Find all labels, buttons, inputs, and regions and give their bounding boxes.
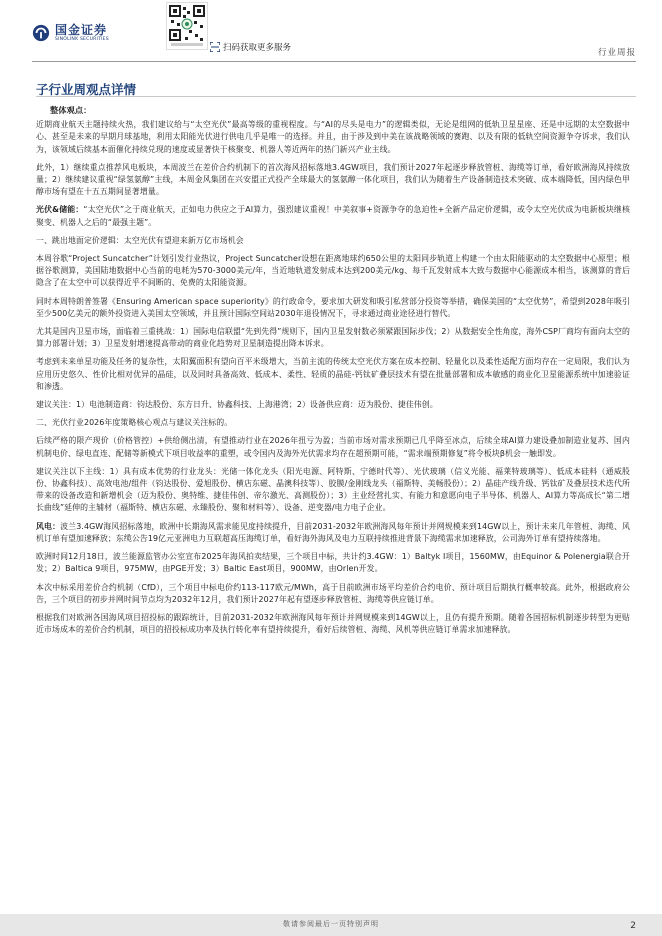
body-paragraph: 建议关注：1）电池制造商：钧达股份、东方日升、协鑫科技、上海港湾；2）设备供应商：迈为股份、捷佳伟创。 <box>36 400 438 410</box>
page-header <box>0 0 662 62</box>
logo-chinese-name: 国金证券 <box>55 23 108 37</box>
body-paragraph: 建议关注以下主线：1）具有成本优势的行业龙头：光储一体化龙头（阳光电源、阿特斯、宁德时代等）、光伏玻璃（信义光能、福莱特玻璃等）、低成本硅料（通威股份、协鑫科技）、高效电池/组件（钧达股份、爱旭股份、横店东磁、晶澳科技等）、胶膜/金刚线龙头（福斯特、美畅股份）；2）晶硅产线升级、钙钛矿及叠层技术迭代所带来的设备改造和新增机会（迈为股份、奥特维、捷佳伟创、帝尔激光、高测股份）；3）主业经营扎实、有能力和意愿向电子半导体、机器人、AI算力等高成长“第二增长曲线”延伸的主辅材（福斯特、横店东磁、永臻股份、聚和材料等）、设备、逆变器/电力电子企业。 <box>36 466 630 513</box>
report-body <box>36 104 630 642</box>
body-paragraph: 本周谷歌“Project Suncatcher”计划引发行业热议，Project Suncatcher设想在距离地球约650公里的太阳同步轨道上构建一个由太阳能驱动的太空数据中心原型；根据谷歌测算，美国陆地数据中心当前的电耗为570-3000美元/年，当近地轨道发射成本达到200美元/kg、每千瓦发射成本大致与数据中心能源成本相当，该测算的背后隐含了在太空中可以获得近乎不间断的、免费的太阳能资源。 <box>36 254 630 288</box>
body-paragraph: 同时本周特朗普签署《Ensuring American space superiority》的行政命令，要求加大研发和吸引私营部分投资等举措，确保美国的“太空优势”，希望到2028年吸引至少500亿美元的额外投资进入美国太空领域，并且预计国际空间站2030年退役情况下，寻求通过商业途径进行替代。 <box>36 296 630 318</box>
scan-prompt <box>210 41 291 53</box>
body-paragraph: 根据我们对欧洲各国海风项目招投标的跟踪统计，目前2031-2032年欧洲海风每年预计并网规模来到14GW以上，且仍有提升预期。随着各国招标机制逐步转型为更贴近市场成本的差价合约机制，项目的招投标成功率及执行转化率有望持续提升，看好后续管桩、海缆、风机等供应链订单需求加速释放。 <box>36 612 630 635</box>
scan-icon <box>210 42 220 52</box>
sinolink-logo-icon <box>32 24 50 42</box>
body-paragraph: 后续严格的限产现价（价格管控）+供给侧出清，有望推动行业在2026年扭亏为盈；当前市场对需求预期已几乎降至冰点，后续全球AI算力建设叠加制造业复苏、国内机制电价、绿电直连、配储等新模式下项目收益率的重塑，或令国内及海外光伏需求均存在超预期可能，“需求端预期修复”将令板块β机会一触即发。 <box>36 436 630 458</box>
qr-code-icon[interactable] <box>166 2 208 50</box>
body-paragraph: 二、光伏行业2026年度策略核心观点与建议关注标的。 <box>36 418 233 428</box>
logo-english-name: SINOLINK SECURITIES <box>55 37 109 42</box>
page-footer <box>0 896 662 936</box>
body-paragraph: 风电：波兰3.4GW海风招标落地，欧洲中长期海风需求能见度持续提升，目前2031-2032年欧洲海风每年预计并网规模来到14GW以上，预计未来几年管桩、海缆、风机订单有望加速释放；东缆公告19亿元亚洲电力互联超高压海缆订单，看好海外海风及电力互联持续推进背景下海缆需求加速释放，公司海外订单有望持续落地。 <box>36 521 630 543</box>
subheading: 整体观点： <box>50 105 92 115</box>
body-paragraph: 光伏&储能：“太空光伏”之于商业航天，正如电力供应之于AI算力，强烈建议重视！中美叙事+资源争夺的急迫性+全新产品定价逻辑，或令太空光伏成为电新板块继核聚变、机器人之后的“最强主题”。 <box>36 205 630 227</box>
paragraph-lead: 风电： <box>36 521 61 531</box>
section-title: 子行业周观点详情 <box>36 82 137 97</box>
body-paragraph: 近期商业航天主题持续火热，我们建议给与“太空光伏”最高等级的重视程度。与“AI的尽头是电力”的逻辑类似，无论是组网的低轨卫星星座、还是中远期的太空数据中心、甚至是未来的早期月球基地，利用太阳能光伏进行供电几乎是唯一的选择。并且，由于涉及到中美在该战略领域的赛跑、以及有限的低轨空间资源争夺诉求，我们认为，该领域后续基本面催化持续兑现的速度或显著快于核聚变、机器人等近两年的热门新兴产业主线。 <box>36 120 630 154</box>
header-divider <box>32 61 636 62</box>
body-paragraph: 考虑到未来单星功能及任务的复杂性，太阳翼面积有望向百平米级增大，当前主流的传统太空光伏方案在成本控制、轻量化以及柔性适配方面均存在一定局限，我们认为应用历史悠久、性价比相对优异的晶硅，以及同时具备高效、低成本、柔性、轻质的晶硅-钙钛矿叠层技术有望在批量部署和成本敏感的商业化卫星能源系统中加速验证和渗透。 <box>36 357 630 391</box>
body-paragraph: 本次中标采用差价合约机制（CfD），三个项目中标电价约113-117欧元/MWh，高于目前欧洲市场平均差价合约电价、预计项目后期执行概率较高。此外，根据政府公告，三个项目的初步并网时间节点均为2032年12月，我们预计2027年起有望逐步释放管桩、海缆等供应链订单。 <box>36 582 630 604</box>
company-logo <box>32 24 109 43</box>
footer-disclaimer[interactable]: 敬请参阅最后一页特别声明 <box>283 920 379 928</box>
body-paragraph: 一、跳出地面定价逻辑：太空光伏有望迎来新万亿市场机会 <box>36 235 244 245</box>
body-paragraph: 此外，1）继续重点推荐风电板块，本周波兰在差价合约机制下的首次海风招标落地3.4GW项目，我们预计2027年起逐步释放管桩、海缆等订单，看好欧洲海风持续放量；2）继续建议重视“绿氢氨醇”主线，本周金风集团在兴安盟正式投产全球最大的氢氨醇一体化项目，我们认为随着生产设备制造技术突破、成本端降低，国内绿色甲醇市场有望在十五五期间显著增量。 <box>36 162 630 197</box>
body-paragraph: 欧洲时间12月18日，波兰能源监管办公室宣布2025年海风拍卖结果，三个项目中标，共计约3.4GW：1）Baltyk I项目，1560MW，由Equinor & Polenergia联合开发；2）Baltica 9项目，975MW，由PGE开发；3）Baltic East项目，900MW，由Orlen开发。 <box>36 552 630 574</box>
page-number: 2 <box>630 921 636 931</box>
body-paragraph: 尤其是国内卫星市场，面临着三重挑战：1）国际电信联盟“先到先得”规则下，国内卫星发射数必须紧跟国际步伐；2）从数据安全性角度，海外CSP厂商均有面向太空的算力部署计划；3）卫星发射增速提高带动的商业化趋势对卫星制造提出降本诉求。 <box>36 327 630 349</box>
paragraph-lead: 光伏&储能： <box>36 205 84 215</box>
section-divider <box>36 96 636 97</box>
report-type-label: 行业周报 <box>597 48 636 58</box>
scan-text: 扫码获取更多服务 <box>223 43 292 53</box>
